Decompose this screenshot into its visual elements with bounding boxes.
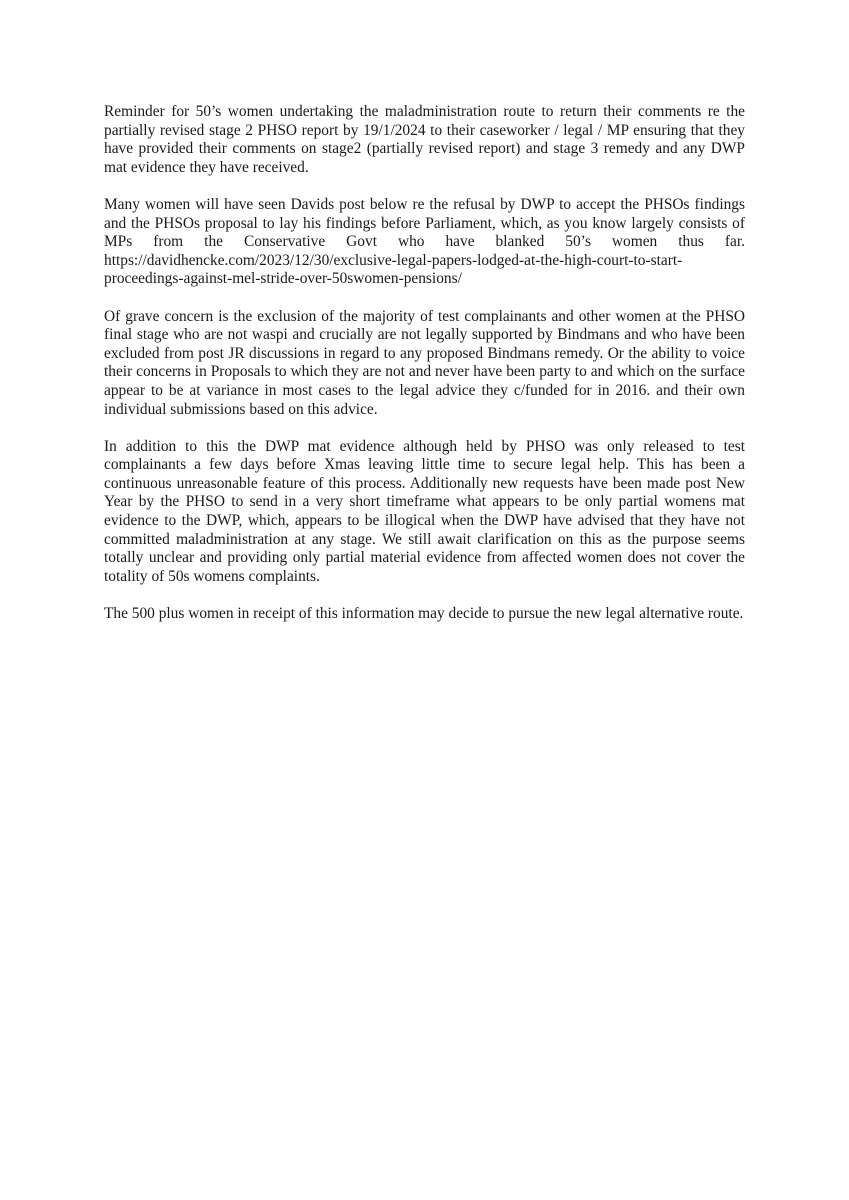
paragraph-reminder: Reminder for 50’s women undertaking the maladministration route to return their comments re the partially revised stage 2 PHSO report by 19/1/2024 to their caseworker / legal / MP ensuring that they have provided their comments on stage2 (partially revised report) and stage 3 remedy and any DWP mat evidence they have received. xyxy=(104,103,745,176)
paragraph-grave-concern: Of grave concern is the exclusion of the majority of test complainants and other women at the PHSO final stage who are not waspi and crucially are not legally supported by Bindmans and who have been excluded from post JR discussions in regard to any proposed Bindmans remedy. Or the ability to voice their concerns in Proposals to which they are not and never have been party to and which on the surface appear to be at variance in most cases to the legal advice they c/funded for in 2016. and their own individual submissions based on this advice. xyxy=(104,307,745,418)
document-body xyxy=(104,103,745,642)
paragraph-davids-post: Many women will have seen Davids post below re the refusal by DWP to accept the PHSOs findings and the PHSOs proposal to lay his findings before Parliament, which, as you know largely consists of MPs from the Conservative Govt who have blanked 50’s women thus far. https://davidhencke.com/2023/12/30/exclusive-legal-papers-lodged-at-the-high-court-to-start-proceedings-against-mel-stride-over-50swomen-pensions/ xyxy=(104,195,745,288)
paragraph-legal-alternative: The 500 plus women in receipt of this information may decide to pursue the new legal alternative route. xyxy=(104,605,744,623)
paragraph-dwp-evidence: In addition to this the DWP mat evidence although held by PHSO was only released to test complainants a few days before Xmas leaving little time to secure legal help. This has been a continuous unreasonable feature of this process. Additionally new requests have been made post New Year by the PHSO to send in a very short timeframe what appears to be only partial womens mat evidence to the DWP, which, appears to be illogical when the DWP have advised that they have not committed maladministration at any stage. We still await clarification on this as the purpose seems totally unclear and providing only partial material evidence from affected women does not cover the totality of 50s womens complaints. xyxy=(104,437,745,585)
